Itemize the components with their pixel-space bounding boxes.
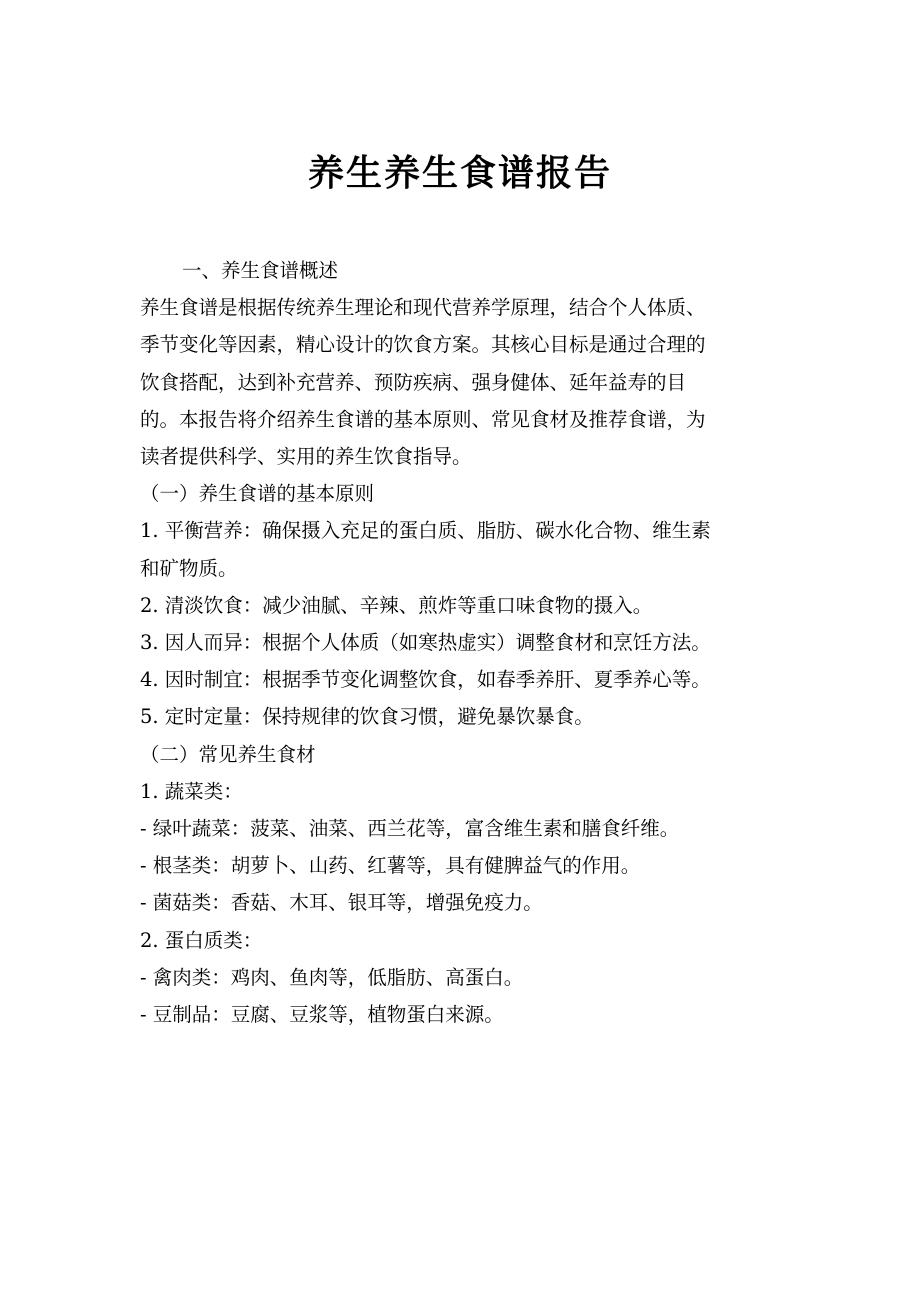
list-item: 1. 平衡营养：确保摄入充足的蛋白质、脂肪、碳水化合物、维生素 bbox=[140, 519, 711, 543]
sub-list-item: - 菌菇类：香菇、木耳、银耳等，增强免疫力。 bbox=[140, 891, 543, 915]
paragraph-line: 养生食谱是根据传统养生理论和现代营养学原理，结合个人体质、 bbox=[140, 296, 706, 320]
list-item: 4. 因时制宜：根据季节变化调整饮食，如春季养肝、夏季养心等。 bbox=[140, 668, 711, 692]
list-item-continuation: 和矿物质。 bbox=[140, 556, 238, 580]
subsection-heading-principles: （一）养生食谱的基本原则 bbox=[140, 482, 375, 506]
sub-list-item: - 绿叶蔬菜：菠菜、油菜、西兰花等，富含维生素和膳食纤维。 bbox=[140, 817, 680, 841]
subsection-heading-ingredients: （二）常见养生食材 bbox=[140, 742, 316, 766]
list-item: 2. 清淡饮食：减少油腻、辛辣、煎炸等重口味食物的摄入。 bbox=[140, 593, 653, 617]
document-body bbox=[140, 252, 790, 1033]
list-item: 2. 蛋白质类： bbox=[140, 928, 263, 952]
paragraph-line: 饮食搭配，达到补充营养、预防疾病、强身健体、延年益寿的目 bbox=[140, 370, 687, 394]
sub-list-item: - 根茎类：胡萝卜、山药、红薯等，具有健脾益气的作用。 bbox=[140, 854, 641, 878]
paragraph-line: 读者提供科学、实用的养生饮食指导。 bbox=[140, 445, 472, 469]
sub-list-item: - 豆制品：豆腐、豆浆等，植物蛋白来源。 bbox=[140, 1003, 504, 1027]
list-item: 5. 定时定量：保持规律的饮食习惯，避免暴饮暴食。 bbox=[140, 705, 594, 729]
paragraph-line: 季节变化等因素，精心设计的饮食方案。其核心目标是通过合理的 bbox=[140, 333, 706, 357]
list-item: 1. 蔬菜类： bbox=[140, 779, 243, 803]
paragraph-line: 的。本报告将介绍养生食谱的基本原则、常见食材及推荐食谱，为 bbox=[140, 407, 706, 431]
document-title: 养生养生食谱报告 bbox=[307, 153, 612, 194]
sub-list-item: - 禽肉类：鸡肉、鱼肉等，低脂肪、高蛋白。 bbox=[140, 965, 524, 989]
list-item: 3. 因人而异：根据个人体质（如寒热虚实）调整食材和烹饪方法。 bbox=[140, 631, 711, 655]
section-heading-overview: 一、养生食谱概述 bbox=[182, 259, 339, 282]
